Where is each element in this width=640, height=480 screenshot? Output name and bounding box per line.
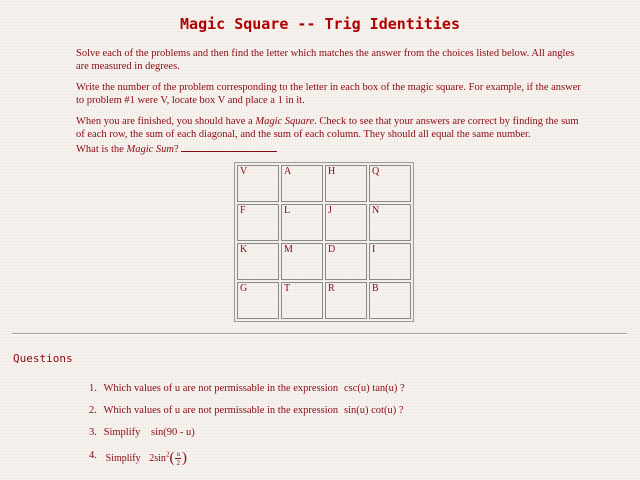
grid-cell: H — [325, 165, 367, 202]
magic-sum-blank — [181, 141, 277, 152]
grid-cell: L — [281, 204, 323, 241]
magic-square-term: Magic Square — [255, 116, 315, 127]
question-number: 4. — [89, 450, 97, 461]
question-text: Simplify — [103, 427, 141, 438]
grid-cell: F — [237, 204, 279, 241]
question-1 — [89, 383, 405, 394]
question-number: 2. — [89, 405, 97, 416]
open-paren: ( — [169, 450, 175, 466]
grid-row — [237, 282, 411, 319]
questions-heading: Questions — [13, 352, 73, 365]
grid-row — [237, 165, 411, 202]
magic-sum-question-mark: ? — [174, 144, 179, 155]
section-divider — [12, 333, 627, 335]
instructions-text: When you are finished, you should have a — [76, 116, 256, 127]
expression-power: 2 — [165, 450, 170, 459]
question-expression — [149, 450, 187, 467]
page-title: Magic Square -- Trig Identities — [180, 15, 460, 33]
fraction-denominator: 2 — [176, 459, 180, 467]
grid-cell: V — [237, 165, 279, 202]
grid-row — [237, 204, 411, 241]
magic-sum-term: Magic Sum — [126, 144, 174, 155]
question-number: 1. — [89, 383, 97, 394]
grid-cell: N — [369, 204, 411, 241]
grid-cell: Q — [369, 165, 411, 202]
grid-cell: M — [281, 243, 323, 280]
grid-row — [237, 243, 411, 280]
magic-sum-question: What is the — [76, 144, 127, 155]
question-text: Which values of u are not permissable in the expression — [103, 383, 339, 394]
question-number: 3. — [89, 427, 97, 438]
close-paren: ) — [181, 450, 187, 466]
grid-cell: I — [369, 243, 411, 280]
grid-cell: R — [325, 282, 367, 319]
grid-cell: B — [369, 282, 411, 319]
magic-square-grid — [234, 162, 414, 322]
fraction — [175, 450, 181, 467]
grid-cell: T — [281, 282, 323, 319]
question-3 — [89, 427, 195, 438]
instructions-paragraph-3 — [76, 116, 586, 157]
question-4 — [89, 450, 187, 467]
question-expression: csc(u) tan(u) ? — [344, 383, 405, 394]
instructions-text: . Check to see that your answers are correct by finding the sum of each row, the sum of each diagonal, and the sum of each column. They should all equal the same number. — [76, 116, 579, 140]
question-text: Which values of u are not permissable in the expression — [103, 405, 339, 416]
question-2 — [89, 405, 404, 416]
grid-cell: A — [281, 165, 323, 202]
instructions-paragraph-1: Solve each of the problems and then find the letter which matches the answer from the choices listed below. All angles are measured in degrees. — [76, 48, 575, 72]
question-expression: sin(u) cot(u) ? — [344, 405, 404, 416]
grid-cell: J — [325, 204, 367, 241]
fraction-numerator: u — [176, 450, 180, 458]
expression-coefficient: 2sin — [149, 452, 166, 464]
instructions-paragraph-2: Write the number of the problem corresponding to the letter in each box of the magic square. For example, if the answer to problem #1 were V, locate box V and place a 1 in it. — [76, 82, 581, 106]
question-expression: sin(90 - u) — [151, 427, 195, 438]
grid-cell: D — [325, 243, 367, 280]
grid-cell: K — [237, 243, 279, 280]
question-text: Simplify — [105, 452, 141, 464]
grid-cell: G — [237, 282, 279, 319]
